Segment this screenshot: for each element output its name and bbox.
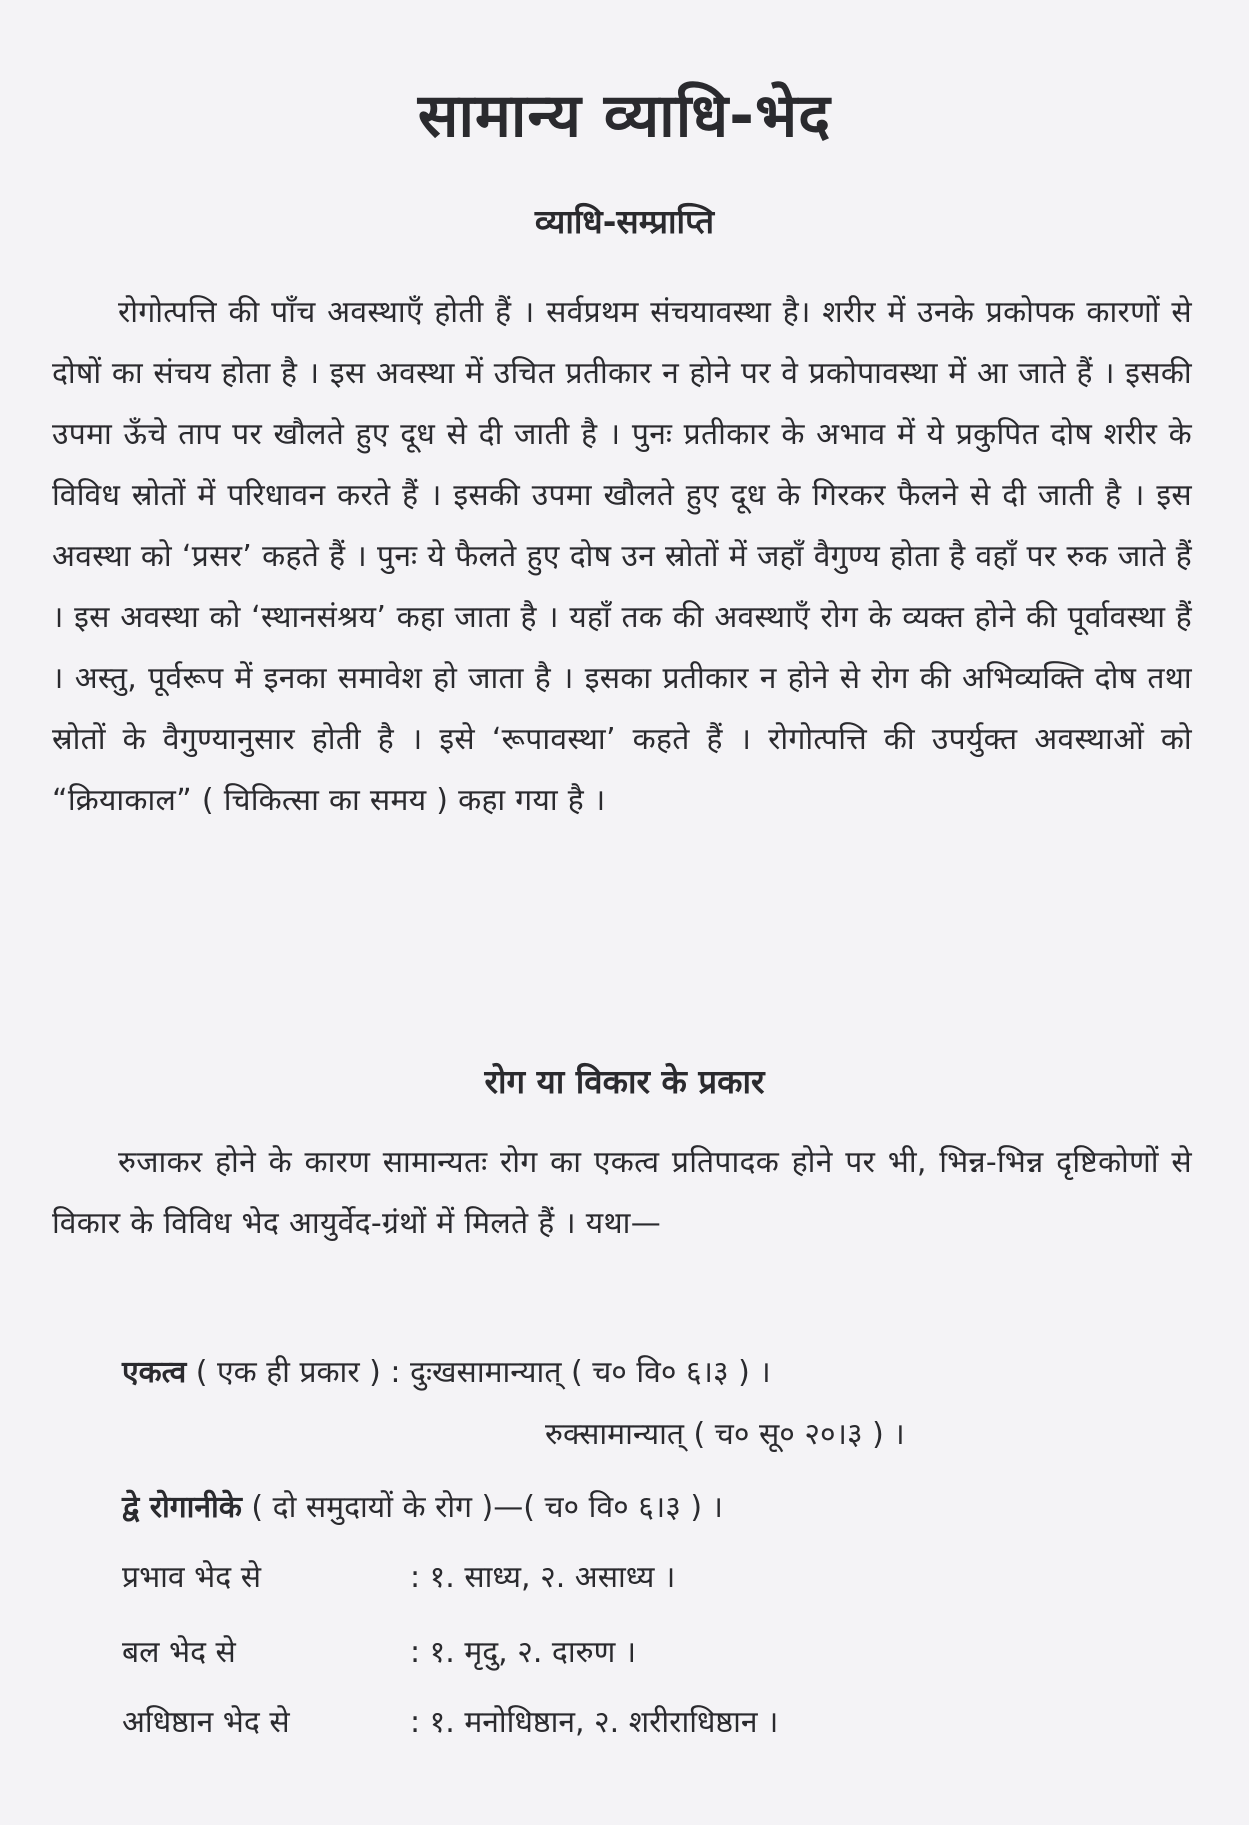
classification-value: : १. मनोधिष्ठान, २. शरीराधिष्ठान । [410,1705,779,1740]
page-title: सामान्य व्याधि-भेद [417,81,832,151]
ekatva-line [122,1350,771,1391]
dve-roganike-line [122,1485,723,1526]
section-heading-disease-types: रोग या विकार के प्रकार [484,1062,765,1101]
ekatva-line-2: रुक्सामान्यात् ( च० सू० २०।३ ) । [545,1417,905,1452]
classification-label: अधिष्ठान भेद से [122,1705,290,1740]
section-heading-pathogenesis: व्याधि-सम्प्राप्ति [534,202,715,241]
classification-value: : १. साध्य, २. असाध्य । [410,1560,676,1595]
pathogenesis-paragraph: रोगोत्पत्ति की पाँच अवस्थाएँ होती हैं । सर्वप्रथम संचयावस्था है। शरीर में उनके प्रकोपक कारणों से दोषों का संचय होता है । इस अवस्था में उचित प्रतीकार न होने पर वे प्रकोपावस्था में आ जाते हैं । इसकी उपमा ऊँचे ताप पर खौलते हुए दूध से दी जाती है । पुनः प्रतीकार के अभाव में ये प्रकुपित दोष शरीर के विविध स्रोतों में परिधावन करते हैं । इसकी उपमा खौलते हुए दूध के गिरकर फैलने से दी जाती है । इस अवस्था को ‘प्रसर’ कहते हैं । पुनः ये फैलते हुए दोष उन स्रोतों में जहाँ वैगुण्य होता है वहाँ पर रुक जाते हैं । इस अवस्था को ‘स्थानसंश्रय’ कहा जाता है । यहाँ तक की अवस्थाएँ रोग के व्यक्त होने की पूर्वावस्था हैं । अस्तु, पूर्वरूप में इनका समावेश हो जाता है । इसका प्रतीकार न होने से रोग की अभिव्यक्ति दोष तथा स्रोतों के वैगुण्यानुसार होती है । इसे ‘रूपावस्था’ कहते हैं । रोगोत्पत्ति की उपर्युक्त अवस्थाओं को “क्रियाकाल” ( चिकित्सा का समय ) कहा गया है । [52,295,1192,818]
ekatva-term: एकत्व [122,1355,187,1390]
dve-roganike-text: ( दो समुदायों के रोग )—( च० वि० ६।३ ) । [241,1490,723,1525]
ekatva-text: ( एक ही प्रकार ) : दुःखसामान्यात् ( च० वि० ६।३ ) । [186,1355,771,1390]
classification-value: : १. मृदु, २. दारुण । [410,1635,637,1670]
disease-types-paragraph: रुजाकर होने के कारण सामान्यतः रोग का एकत्व प्रतिपादक होने पर भी, भिन्न-भिन्न दृष्टिकोणों से विकार के विविध भेद आयुर्वेद-ग्रंथों में मिलते हैं । यथा— [52,1145,1192,1241]
classification-label: बल भेद से [122,1635,236,1670]
dve-roganike-term: द्वे रोगानीके [122,1490,242,1525]
classification-label: प्रभाव भेद से [122,1560,261,1595]
